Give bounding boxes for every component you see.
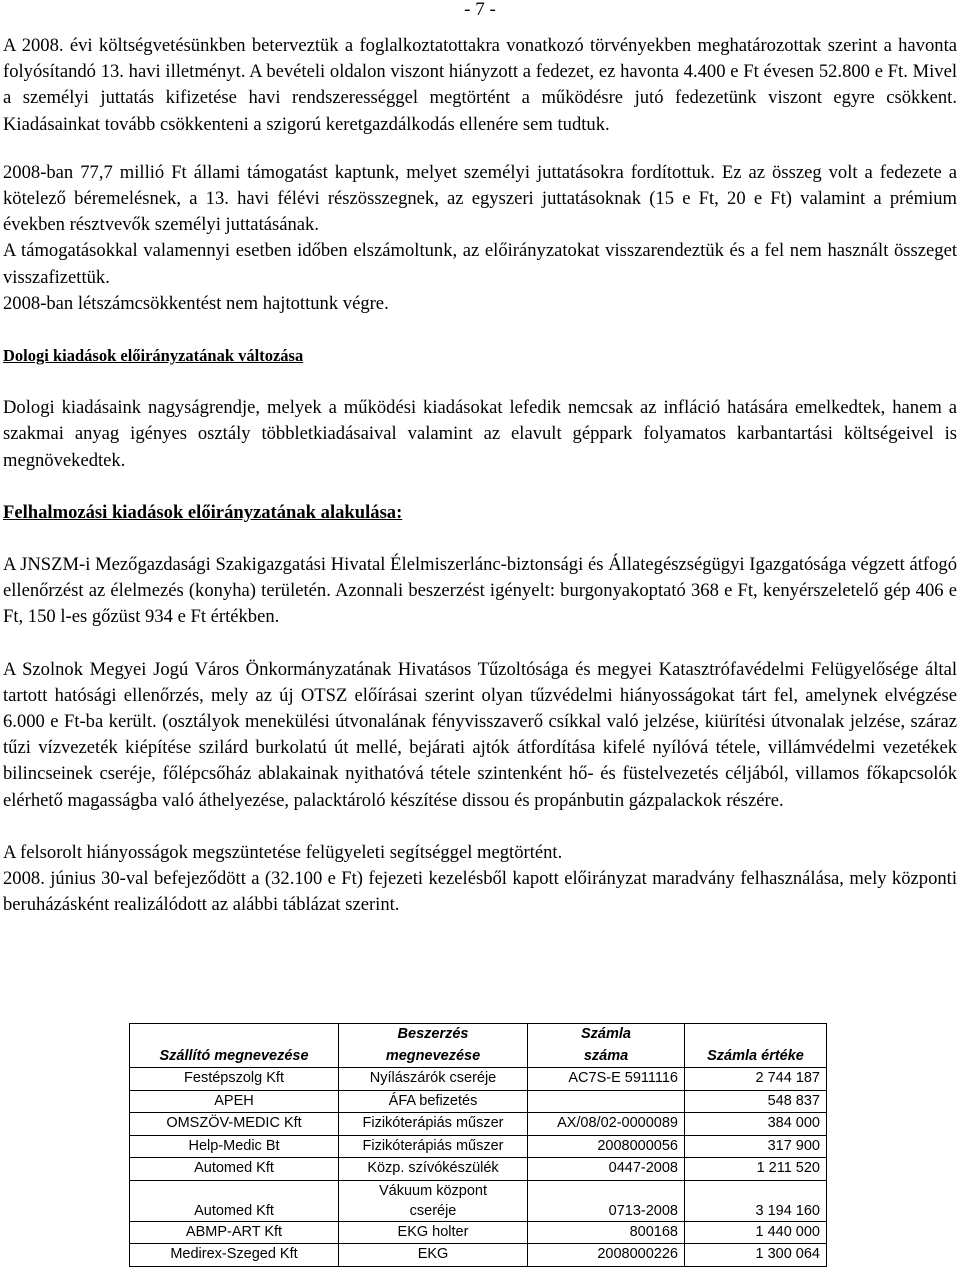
- cell-value: 548 837: [685, 1090, 827, 1113]
- cell-item: Fizikóterápiás műszer: [339, 1135, 528, 1158]
- cell-item: Fizikóterápiás műszer: [339, 1113, 528, 1136]
- table-row: [130, 1090, 827, 1113]
- table-row: [130, 1244, 827, 1267]
- header-invoice-value: Számla értéke: [685, 1024, 827, 1068]
- cell-invoice: 0713-2008: [528, 1180, 685, 1221]
- cell-value: 1 440 000: [685, 1221, 827, 1244]
- header-invoice-number: Számla száma: [528, 1024, 685, 1068]
- header-purchase: Beszerzés megnevezése: [339, 1024, 528, 1068]
- cell-value: 2 744 187: [685, 1068, 827, 1091]
- cell-supplier: Medirex-Szeged Kft: [130, 1244, 339, 1267]
- cell-value: 1 211 520: [685, 1158, 827, 1181]
- cell-value: 3 194 160: [685, 1180, 827, 1221]
- cell-supplier: Automed Kft: [130, 1180, 339, 1221]
- cell-item: ÁFA befizetés: [339, 1090, 528, 1113]
- cell-supplier: Automed Kft: [130, 1158, 339, 1181]
- paragraph-material-costs: Dologi kiadásaink nagyságrendje, melyek a működési kiadásokat lefedik nemcsak az infláció hatására emelkedtek, hanem a szakmai anyag igényes osztály többletkiadásaival valamint az elavult géppark folyamatos karbantartási költségeivel is megnövekedtek.: [3, 397, 957, 471]
- paragraph-13th-month-salary: A 2008. évi költségvetésünkben beterveztük a foglalkoztatottakra vonatkozó törvényekben meghatározottak szerint a havonta folyósítandó 13. havi illetményt. A bevételi oldalon viszont hiányzott a fedezet, ez havonta 4.400 e Ft évesen 52.800 e Ft. Mivel a személyi juttatás kifizetése havi rendszerességgel megtörtént a működésre jutó fedezetünk viszont egyre csökkent. Kiadásainkat tovább csökkenteni a szigorú keretgazdálkodás ellenére sem tudtuk.: [3, 35, 957, 135]
- paragraph-staff-reduction: 2008-ban létszámcsökkentést nem hajtottunk végre.: [3, 292, 389, 314]
- section-heading-accumulation: Felhalmozási kiadások előirányzatának alakulása:: [3, 501, 403, 523]
- cell-supplier: OMSZÖV-MEDIC Kft: [130, 1113, 339, 1136]
- cell-value: 384 000: [685, 1113, 827, 1136]
- paragraph-deficiencies-fixed: A felsorolt hiányosságok megszüntetése felügyeleti segítséggel megtörtént.: [3, 841, 563, 863]
- cell-invoice: 800168: [528, 1221, 685, 1244]
- cell-value: 317 900: [685, 1135, 827, 1158]
- table-row: [130, 1180, 827, 1221]
- section-heading-material-costs: Dologi kiadások előirányzatának változása: [3, 346, 304, 366]
- cell-item: EKG: [339, 1244, 528, 1267]
- cell-supplier: Help-Medic Bt: [130, 1135, 339, 1158]
- paragraph-residual-use: 2008. június 30-val befejeződött a (32.100 e Ft) fejezeti kezelésből kapott előirányzat maradvány felhasználása, mely központi beruházásként realizálódott az alábbi táblázat szerint.: [3, 868, 957, 916]
- cell-item: Közp. szívókészülék: [339, 1158, 528, 1181]
- cell-supplier: Festépszolg Kft: [130, 1068, 339, 1091]
- table-row: [130, 1068, 827, 1091]
- cell-value: 1 300 064: [685, 1244, 827, 1267]
- table-row: [130, 1221, 827, 1244]
- cell-invoice: [528, 1090, 685, 1113]
- cell-invoice: 2008000056: [528, 1135, 685, 1158]
- paragraph-fire-inspection: A Szolnok Megyei Jogú Város Önkormányzatának Hivatásos Tűzoltósága és megyei Katasztrófavédelmi Felügyelősége által tartott hatósági ellenőrzés, mely az új OTSZ előírásai szerint olyan tűzvédelmi hiányosságokat tárt fel, amelynek elvégzése 6.000 e Ft-ba került. (osztályok menekülési útvonalának fényvisszaverő csíkkal való jelzése, kiürítési útvonalak jelzése, száraz tűzi vízvezeték kiépítése szilárd burkolatú út mellé, bejárati ajtók átfordítása kifelé nyílóvá tétele, villámvédelmi vezetékek bilincseinek cseréje, főlépcsőház ablakainak nyithatóvá tétele szintenként hő- és füstelvezetés céljából, villamos főkapcsolók elérhető magasságba való áthelyezése, palacktároló készítése dissou és propánbutin gázpalackok részére.: [3, 658, 957, 811]
- cell-supplier: ABMP-ART Kft: [130, 1221, 339, 1244]
- cell-item: EKG holter: [339, 1221, 528, 1244]
- investment-table: [129, 1023, 827, 1267]
- table-row: [130, 1113, 827, 1136]
- table-row: [130, 1135, 827, 1158]
- document-body: [3, 33, 957, 918]
- paragraph-food-inspection: A JNSZM-i Mezőgazdasági Szakigazgatási Hivatal Élelmiszerlánc-biztonsági és Állategészségügyi Igazgatósága végzett átfogó ellenőrzést az élelmezés (konyha) területén. Azonnali beszerzést igényelt: burgonyakoptató 368 e Ft, kenyérszeletelő gép 406 e Ft, 150 l-es gőzüst 934 e Ft értékben.: [3, 554, 957, 628]
- paragraph-settlement: A támogatásokkal valamennyi esetben időben elszámoltunk, az előirányzatokat visszarendeztük és a fel nem használt összeget visszafizettük.: [3, 240, 957, 288]
- cell-invoice: 0447-2008: [528, 1158, 685, 1181]
- cell-supplier: APEH: [130, 1090, 339, 1113]
- cell-item: Nyílászárók cseréje: [339, 1068, 528, 1091]
- table-row: [130, 1158, 827, 1181]
- cell-invoice: AC7S-E 5911116: [528, 1068, 685, 1091]
- cell-invoice: 2008000226: [528, 1244, 685, 1267]
- header-supplier: Szállító megnevezése: [130, 1024, 339, 1068]
- page-number: - 7 -: [464, 0, 496, 20]
- table-header-row: [130, 1024, 827, 1068]
- cell-invoice: AX/08/02-0000089: [528, 1113, 685, 1136]
- paragraph-state-support: 2008-ban 77,7 millió Ft állami támogatást kaptunk, melyet személyi juttatásokra fordítottuk. Ez az összeg volt a fedezete a kötelező béremelésnek, a 13. havi félévi részösszegnek, az egyszeri juttatásoknak (15 e Ft, 20 e Ft) valamint a prémium években résztvevők személyi juttatásának.: [3, 161, 957, 236]
- cell-item: Vákuum központ cseréje: [339, 1180, 528, 1221]
